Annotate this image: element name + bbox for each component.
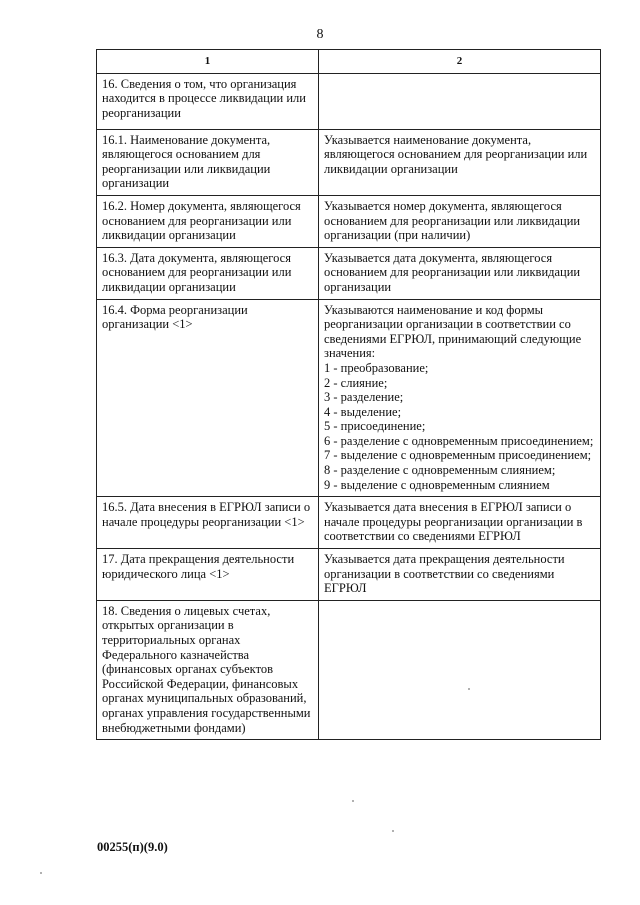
column-header-2: 2 [319,50,601,74]
description-cell: Указывается номер документа, являющегося основанием для реорганизации или ликвидации организации (при наличии) [319,195,601,247]
field-cell: 16.5. Дата внесения в ЕГРЮЛ записи о начале процедуры реорганизации <1> [97,497,319,549]
table-row [97,549,601,601]
table-header-row [97,50,601,74]
option-item: 6 - разделение с одновременным присоединением; [324,433,594,448]
table-row [97,497,601,549]
description-text: Указываются наименование и код формы реорганизации организации в соответствии со сведениями ЕГРЮЛ, принимающий следующие значения: [324,302,582,361]
table-row [97,73,601,129]
table-row [97,129,601,195]
description-cell [319,73,601,129]
option-item: 7 - выделение с одновременным присоединением; [324,448,592,463]
scan-speck [392,830,394,832]
field-cell: 17. Дата прекращения деятельности юридического лица <1> [97,549,319,601]
description-cell: Указывается дата прекращения деятельности организации в соответствии со сведениями ЕГРЮЛ [319,549,601,601]
option-item: 5 - присоединение; [324,419,426,434]
table-row [97,600,601,739]
footer-document-code: 00255(п)(9.0) [97,840,168,854]
table-row [97,195,601,247]
option-item: 3 - разделение; [324,390,404,405]
description-cell [319,600,601,739]
document-table [96,49,601,740]
field-cell: 16.3. Дата документа, являющегося основанием для реорганизации или ликвидации организации [97,247,319,299]
column-header-1: 1 [97,50,319,74]
table-row [97,299,601,497]
option-item: 8 - разделение с одновременным слиянием; [324,463,556,478]
description-cell [319,299,601,497]
page-number: 8 [316,27,324,42]
description-cell: Указывается наименование документа, являющегося основанием для реорганизации или ликвидации организации [319,129,601,195]
field-cell: 16.4. Форма реорганизации организации <1> [97,299,319,497]
field-cell: 18. Сведения о лицевых счетах, открытых организации в территориальных органах Федерального казначейства (финансовых органах субъектов Российской Федерации, финансовых органах муниципальных образований, органах управления государственными внебюджетными фондами) [97,600,319,739]
field-cell: 16. Сведения о том, что организация находится в процессе ликвидации или реорганизации [97,73,319,129]
option-item: 9 - выделение с одновременным слиянием [324,477,550,492]
option-item: 2 - слияние; [324,375,388,390]
description-cell: Указывается дата документа, являющегося основанием для реорганизации или ликвидации организации [319,247,601,299]
table-row [97,247,601,299]
scan-speck [468,688,470,690]
option-item: 4 - выделение; [324,404,402,419]
field-cell: 16.2. Номер документа, являющегося основанием для реорганизации или ликвидации организации [97,195,319,247]
description-cell: Указывается дата внесения в ЕГРЮЛ записи о начале процедуры реорганизации организации в соответствии со сведениями ЕГРЮЛ [319,497,601,549]
scan-speck [352,800,354,802]
field-cell: 16.1. Наименование документа, являющегося основанием для реорганизации или ликвидации организации [97,129,319,195]
option-item: 1 - преобразование; [324,360,429,375]
scan-speck [40,872,42,874]
